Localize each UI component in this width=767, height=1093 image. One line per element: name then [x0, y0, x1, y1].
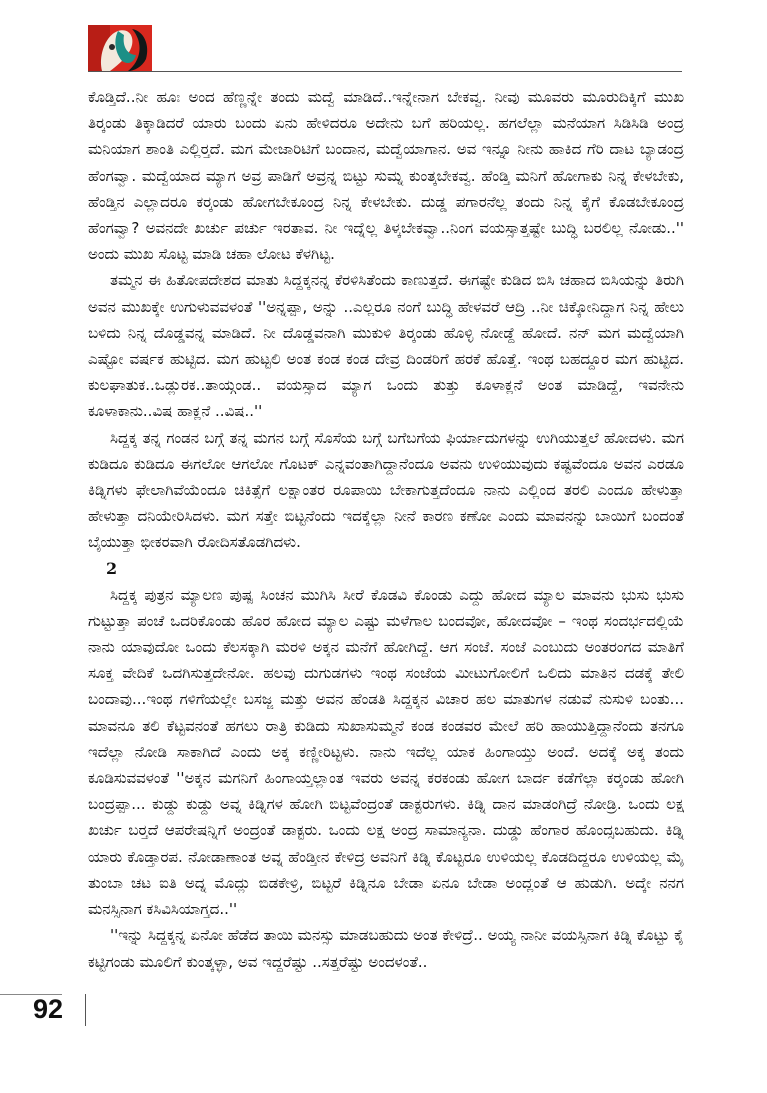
paragraph: ''ಇನ್ನು ಸಿದ್ದಕ್ಕನ್ನ ಏನೋ ಹೆಡೆದ ತಾಯಿ ಮನಸ್ಸು ಮಾಡಬಹುದು ಅಂತ ಕೇಳಿದ್ರೆ.. ಅಯ್ಯ ನಾನೀ ವಯಸ್ಸಿನಾಗ ಕಿಡ್ನಿ ಕೊಟ್ಟು ಕೈ ಕಟ್ಟಿಗಂಡು ಮೂಲಿಗೆ ಕುಂತ್ಕಳ್ಳಾ, ಅವ ಇದ್ದರೆಷ್ಟು ..ಸತ್ತರೆಷ್ಟು ಅಂದಳಂತೆ..: [88, 926, 684, 971]
magazine-logo: [88, 25, 152, 71]
header-rule: [88, 71, 682, 72]
paragraph: ಸಿದ್ದಕ್ಕ ಪುತ್ರನ ಮ್ಯಾಲಣ ಪುಷ್ಪ ಸಿಂಚನ ಮುಗಿಸಿ ಸೀರೆ ಕೊಡವಿ ಕೊಂಡು ಎದ್ದು ಹೋದ ಮ್ಯಾಲ ಮಾವನು ಭುಸು ಭುಸು ಗುಟ್ಟುತ್ತಾ ಪಂಚೆ ಒದರಿಕೊಂಡು ಹೊರ ಹೋದ ಮ್ಯಾಲ ಎಷ್ಟು ಮಳೆಗಾಲ ಬಂದವೋ, ಹೋದವೋ – ಇಂಥ ಸಂದರ್ಭದಲ್ಲಿಯೆ ನಾನು ಯಾವುದೋ ಒಂದು ಕೆಲಸಕ್ಕಾಗಿ ಮರಳಿ ಅಕ್ಕನ ಮನೆಗೆ ಹೋಗಿದ್ದೆ. ಆಗ ಸಂಜೆ. ಸಂಜೆ ಎಂಬುದು ಅಂತರಂಗದ ಮಾತಿಗೆ ಸೂಕ್ತ ವೇದಿಕೆ ಒದಗಿಸುತ್ತದೇನೋ. ಹಲವು ದುಗುಡಗಳು ಇಂಥ ಸಂಜೆಯ ಮೀಟುಗೋಲಿಗೆ ಒಲಿದು ಮಾತಿನ ದಡಕ್ಕೆ ತೇಲಿ ಬಂದಾವು...ಇಂಥ ಗಳಿಗೆಯಲ್ಲೇ ಬಸಜ್ಜ ಮತ್ತು ಅವನ ಹೆಂಡತಿ ಸಿದ್ದಕ್ಕನ ವಿಚಾರ ಹಲ ಮಾತುಗಳ ನಡುವೆ ನುಸುಳಿ ಬಂತು... ಮಾವನೂ ತಲಿ ಕೆಟ್ಟವನಂತೆ ಹಗಲು ರಾತ್ರಿ ಕುಡಿದು ಸುಖಾಸುಮ್ಮನೆ ಕಂಡ ಕಂಡವರ ಮೇಲೆ ಹರಿ ಹಾಯುತ್ತಿದ್ದಾನೆಂದು ತನಗೂ ಇದೆಲ್ಲಾ ನೋಡಿ ಸಾಕಾಗಿದೆ ಎಂದು ಅಕ್ಕ ಕಣ್ಣೀರಿಟ್ಟಳು. ನಾನು ಇದೆಲ್ಲ ಯಾಕ ಹಿಂಗಾಯ್ತು ಅಂದೆ. ಅದಕ್ಕೆ ಅಕ್ಕ ತಂದು ಕೂಡಿಸುವವಳಂತೆ ''ಅಕ್ಕನ ಮಗನಿಗೆ ಹಿಂಗಾಯ್ತಲ್ಲಾಂತ ಇವರು ಅವನ್ನ ಕರಕಂಡು ಹೋಗ ಬಾರ್ದ ಕಡೆಗೆಲ್ಲಾ ಕರ್‍ಕಂಡು ಹೋಗಿ ಬಂದ್ರಪ್ಪಾ... ಕುಡ್ದು ಕುಡ್ದು ಅವ್ನ ಕಿಡ್ನಿಗಳ ಹೋಗಿ ಬಿಟ್ಟವೆಂದ್ರಂತೆ ಡಾಕ್ಟರುಗಳು. ಕಿಡ್ನಿ ದಾನ ಮಾಡಂಗಿದ್ರೆ ನೋಡ್ರಿ. ಒಂದು ಲಕ್ಷ ಖರ್ಚು ಬರ್‍ತದೆ ಆಪರೇಷನ್ನಿಗೆ ಅಂದ್ರಂತೆ ಡಾಕ್ಟರು. ಒಂದು ಲಕ್ಷ ಅಂದ್ರ ಸಾಮಾನ್ಯನಾ. ದುಡ್ಡು ಹೆಂಗಾರ ಹೊಂದ್ಸಬಹುದು. ಕಿಡ್ನಿ ಯಾರು ಕೊಡ್ತಾರಪ. ನೋಡಾಣಾಂತ ಅವ್ನ ಹೆಂಡ್ತೀನ ಕೇಳಿದ್ರ ಅವನಿಗೆ ಕಿಡ್ನಿ ಕೊಟ್ಟರೂ ಉಳಿಯಲ್ಲ ಕೊಡದಿದ್ದರೂ ಉಳಿಯಲ್ಲ ಮೈ ತುಂಬಾ ಚಟ ಐತಿ ಅದ್ನ ಮೊದ್ಲು ಬಿಡಕೇಳ್ರಿ, ಬಿಟ್ಟರೆ ಕಿಡ್ನಿನೂ ಬೇಡಾ ಏನೂ ಬೇಡಾ ಅಂದ್ಲಂತೆ ಆ ಹುಡುಗಿ. ಅದ್ಕೇ ನನಗ ಮನಸ್ಸಿನಾಗ ಕಸಿವಿಸಿಯಾಗ್ತದ..'': [88, 585, 684, 919]
page-number-divider: [85, 994, 86, 1026]
section-number: 2: [106, 558, 118, 578]
paragraph: ಸಿದ್ದಕ್ಕ ತನ್ನ ಗಂಡನ ಬಗ್ಗೆ ತನ್ನ ಮಗನ ಬಗ್ಗೆ ಸೊಸೆಯ ಬಗ್ಗೆ ಬಗೆಬಗೆಯ ಫಿರ್ಯಾದುಗಳನ್ನು ಉಗಿಯುತ್ತಲೆ ಹೋದಳು. ಮಗ ಕುಡಿದೂ ಕುಡಿದೂ ಈಗಲೋ ಆಗಲೋ ಗೊಟಕ್ ಎನ್ನವಂತಾಗಿದ್ದಾನೆಂದೂ ಅವನು ಉಳಿಯುವುದು ಕಷ್ಟವೆಂದೂ ಅವನ ಎರಡೂ ಕಿಡ್ನಿಗಳು ಫೇಲಾಗಿವೆಯೆಂದೂ ಚಿಕಿತ್ಸೆಗೆ ಲಕ್ಷಾಂತರ ರೂಪಾಯಿ ಬೇಕಾಗುತ್ತದೆಂದೂ ನಾನು ಎಲ್ಲಿಂದ ತರಲಿ ಎಂದೂ ಹೇಳುತ್ತಾ ಹೇಳುತ್ತಾ ದನಿಯೇರಿಸಿದಳು. ಮಗ ಸತ್ತೇ ಬಿಟ್ಟನೆಂದು ಇದಕ್ಕೆಲ್ಲಾ ನೀನೆ ಕಾರಣ ಕಣೋ ಎಂದು ಮಾವನನ್ನು ಬಾಯಿಗೆ ಬಂದಂತೆ ಬೈಯುತ್ತಾ ಭೀಕರವಾಗಿ ರೋದಿಸತೊಡಗಿದಳು.: [88, 428, 684, 552]
paragraph: ಕೊಡ್ತಿದೆ..ನೀ ಹೂಃ ಅಂದ ಹೆಣ್ಣನ್ನೇ ತಂದು ಮದ್ವೆ ಮಾಡಿದೆ..ಇನ್ನೇನಾಗ ಬೇಕವ್ವ. ನೀವು ಮೂವರು ಮೂರುದಿಕ್ಕಿಗೆ ಮುಖ ತಿರ್‍ಕಂಡು ತಿಕ್ಕಾಡಿದರೆ ಯಾರು ಬಂದು ಏನು ಹೇಳಿದರೂ ಅದೇನು ಬಗೆ ಹರಿಯಲ್ಲ. ಹಗಲೆಲ್ಲಾ ಮನೆಯಾಗ ಸಿಡಿಸಿಡಿ ಅಂದ್ರ ಮನಿಯಾಗ ಶಾಂತಿ ಎಲ್ಲಿರ್‍ತದೆ. ಮಗ ಮೇಜಾರಿಟಿಗೆ ಬಂದಾನ, ಮದ್ವೆಯಾಗಾನ. ಅವ ಇನ್ನೂ ನೀನು ಹಾಕಿದ ಗೆರಿ ದಾಟ ಬ್ಯಾಡಂದ್ರ ಹೆಂಗವ್ವಾ. ಮದ್ವೆಯಾದ ಮ್ಯಾಗ ಅವ್ರ ಪಾಡಿಗೆ ಅವ್ರನ್ನ ಬಿಟ್ಟು ಸುಮ್ನ ಕುಂತ್ಕಬೇಕವ್ವ. ಹೆಂಡ್ತಿ ಮನಿಗೆ ಹೋಗಾಕು ನಿನ್ನ ಕೇಳಬೇಕು, ಹೆಂಡ್ತಿನ ಎಲ್ಲಾದರೂ ಕರ್‍ಕಂಡು ಹೋಗಬೇಕೂಂದ್ರ ನಿನ್ನ ಕೇಳಬೇಕು. ದುಡ್ಡ ಪಗಾರನೆಲ್ಲ ತಂದು ನಿನ್ನ ಕೈಗೆ ಕೊಡಬೇಕೂಂದ್ರ ಹೆಂಗವ್ವಾ? ಅವನದೇ ಖರ್ಚು ಪರ್ಚು ಇರತಾವ. ನೀ ಇದ್ನೆಲ್ಲ ತಿಳ್ಕಬೇಕವ್ವಾ..ನಿಂಗ ವಯಸ್ಸಾತ್ತಷ್ಟೇ ಬುದ್ಧಿ ಬರಲಿಲ್ಲ ನೋಡು..'' ಅಂದು ಮುಖ ಸೊಟ್ಟ ಮಾಡಿ ಚಹಾ ಲೋಟ ಕೆಳಗಿಟ್ಟ.: [88, 88, 684, 264]
article-body: [88, 84, 684, 975]
page-number: 92: [33, 994, 64, 1024]
paragraph: ತಮ್ಮನ ಈ ಹಿತೋಪದೇಶದ ಮಾತು ಸಿದ್ದಕ್ಕನನ್ನ ಕೆರಳಿಸಿತೆಂದು ಕಾಣುತ್ತದೆ. ಈಗಷ್ಟೇ ಕುಡಿದ ಬಿಸಿ ಚಹಾದ ಬಿಸಿಯನ್ನು ತಿರುಗಿ ಅವನ ಮುಖಕ್ಕೇ ಉಗುಳುವವಳಂತೆ ''ಅನ್ನಪ್ಪಾ, ಅನ್ನು ..ಎಲ್ಲರೂ ನಂಗೆ ಬುದ್ಧಿ ಹೇಳವರೆ ಆದ್ರಿ ..ನೀ ಚಿಕ್ಕೋನಿದ್ದಾಗ ನಿನ್ನ ಹೇಲು ಬಳಿದು ನಿನ್ನ ದೊಡ್ಡವನ್ನ ಮಾಡಿದೆ. ನೀ ದೊಡ್ಡವನಾಗಿ ಮುಕುಳಿ ತಿರ್‍ಕಂಡು ಹೊಳ್ಳಿ ನೋಡ್ದೆ ಹೋದೆ. ನನ್ ಮಗ ಮದ್ವೆಯಾಗಿ ಎಷ್ಟೋ ವರ್ಷಕ ಹುಟ್ಟಿದ. ಮಗ ಹುಟ್ಟಲಿ ಅಂತ ಕಂಡ ಕಂಡ ದೇವ್ರ ದಿಂಡರಿಗೆ ಹರಕೆ ಹೊತ್ತೆ. ಇಂಥ ಬಹದ್ದೂರ ಮಗ ಹುಟ್ಟಿದ. ಕುಲಘಾತುಕ..ಒಡ್ಲುರಕ..ತಾಯ್ಗಂಡ.. ವಯಸ್ಸಾದ ಮ್ಯಾಗ ಒಂದು ತುತ್ತು ಕೂಳಾಕ್ಲನೆ ಅಂತ ಮಾಡಿದ್ದೆ, ಇವನೇನು ಕೂಳಾಕಾನು..ವಿಷ ಹಾಕ್ಲನೆ ..ವಿಷ..'': [88, 271, 684, 421]
logo-illustration-icon: [88, 25, 152, 71]
